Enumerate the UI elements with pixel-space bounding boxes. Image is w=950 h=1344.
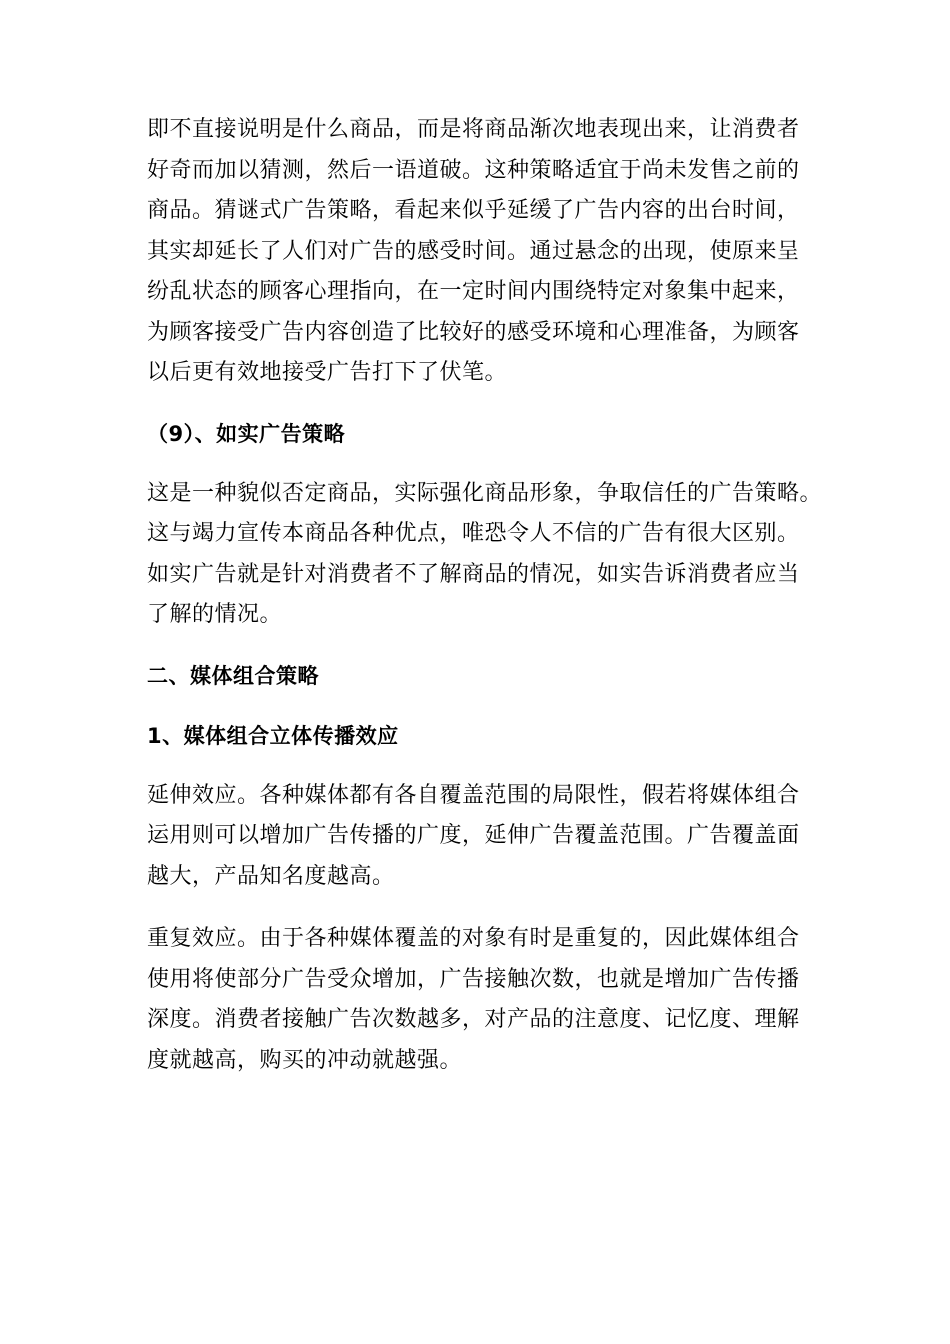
spacer [147, 394, 807, 414]
paragraph-truthful-ad [147, 474, 823, 636]
paragraph-riddle-strategy [147, 110, 807, 394]
text-line: 运用则可以增加广告传播的广度，延伸广告覆盖范围。广告覆盖面 [147, 823, 800, 848]
paragraph-repetition-effect [147, 919, 807, 1081]
text-line: 越大，产品知名度越高。 [147, 863, 395, 889]
text-line: 其实却延长了人们对广告的感受时间。通过悬念的出现，使原来呈 [147, 238, 800, 264]
text-line: 这与竭力宣传本商品各种优点，唯恐令人不信的广告有很大区别。 [147, 521, 800, 546]
text-line: 商品。猜谜式广告策略，看起来似乎延缓了广告内容的出台时间， [147, 198, 800, 223]
text-line: 即不直接说明是什么商品，而是将商品渐次地表现出来，让消费者 [147, 117, 800, 142]
text-line: 延伸效应。各种媒体都有各自覆盖范围的局限性，假若将媒体组合 [147, 782, 800, 808]
text-line: 好奇而加以猜测，然后一语道破。这种策略适宜于尚未发售之前的 [147, 157, 800, 183]
heading-media-mix-effect: 1、媒体组合立体传播效应 [147, 723, 399, 748]
text-line: 深度。消费者接触广告次数越多，对产品的注意度、记忆度、理解 [147, 1007, 800, 1032]
document-body [147, 110, 823, 1081]
text-line: 这是一种貌似否定商品，实际强化商品形象，争取信任的广告策略。 [147, 480, 823, 506]
spacer [147, 696, 807, 716]
paragraph-extension-effect [147, 776, 807, 898]
text-line: 以后更有效地接受广告打下了伏笔。 [147, 360, 508, 385]
text-line: 度就越高，购买的冲动就越强。 [147, 1047, 463, 1073]
heading-media-mix-strategy: 二、媒体组合策略 [147, 663, 319, 688]
spacer [147, 756, 807, 776]
heading-truthful-ad-strategy: （9）、如实广告策略 [147, 421, 346, 446]
text-line: 使用将使部分广告受众增加，广告接触次数，也就是增加广告传播 [147, 966, 800, 992]
text-line: 了解的情况。 [147, 602, 283, 627]
spacer [147, 897, 807, 919]
text-line: 重复效应。由于各种媒体覆盖的对象有时是重复的，因此媒体组合 [147, 926, 800, 951]
text-line: 纷乱状态的顾客心理指向，在一定时间内围绕特定对象集中起来， [147, 279, 800, 304]
spacer [147, 636, 807, 656]
text-line: 为顾客接受广告内容创造了比较好的感受环境和心理准备，为顾客 [147, 319, 800, 345]
text-line: 如实广告就是针对消费者不了解商品的情况，如实告诉消费者应当 [147, 561, 800, 587]
spacer [147, 454, 807, 474]
